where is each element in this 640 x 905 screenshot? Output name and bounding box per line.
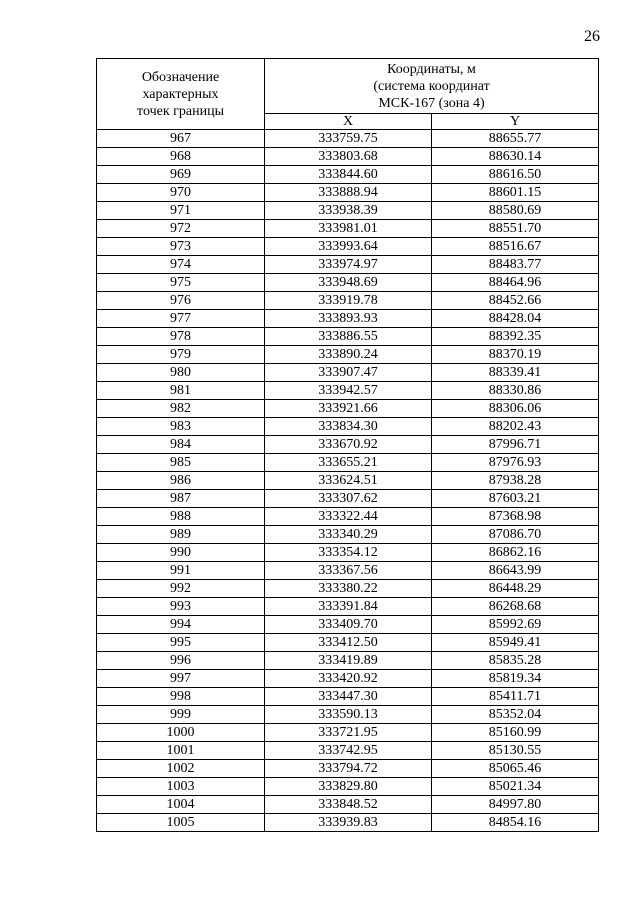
x-coordinate-cell: 333921.66 [265,400,432,418]
x-coordinate-cell: 333893.93 [265,310,432,328]
x-coordinate-cell: 333307.62 [265,490,432,508]
point-number-cell: 985 [97,454,265,472]
point-number-cell: 970 [97,184,265,202]
table-row [97,814,599,832]
y-coordinate-cell: 88516.67 [432,238,599,256]
x-coordinate-cell: 333844.60 [265,166,432,184]
point-number-cell: 974 [97,256,265,274]
y-coordinate-cell: 88392.35 [432,328,599,346]
point-number-cell: 986 [97,472,265,490]
x-coordinate-cell: 333938.39 [265,202,432,220]
table-row [97,364,599,382]
x-coordinate-cell: 333993.64 [265,238,432,256]
point-number-cell: 980 [97,364,265,382]
x-coordinate-cell: 333391.84 [265,598,432,616]
table-row [97,472,599,490]
y-coordinate-cell: 87603.21 [432,490,599,508]
table-row [97,238,599,256]
table-row [97,562,599,580]
x-coordinate-cell: 333886.55 [265,328,432,346]
header-col-y: Y [432,114,599,130]
table-row [97,544,599,562]
y-coordinate-cell: 88551.70 [432,220,599,238]
y-coordinate-cell: 88464.96 [432,274,599,292]
y-coordinate-cell: 86643.99 [432,562,599,580]
y-coordinate-cell: 88339.41 [432,364,599,382]
table-row [97,526,599,544]
x-coordinate-cell: 333890.24 [265,346,432,364]
point-number-cell: 1002 [97,760,265,778]
y-coordinate-cell: 88330.86 [432,382,599,400]
table-row [97,346,599,364]
point-number-cell: 977 [97,310,265,328]
table-row [97,418,599,436]
table-row [97,220,599,238]
y-coordinate-cell: 88452.66 [432,292,599,310]
y-coordinate-cell: 84997.80 [432,796,599,814]
table-row [97,688,599,706]
point-number-cell: 984 [97,436,265,454]
x-coordinate-cell: 333942.57 [265,382,432,400]
point-number-cell: 978 [97,328,265,346]
table-row [97,274,599,292]
x-coordinate-cell: 333848.52 [265,796,432,814]
x-coordinate-cell: 333322.44 [265,508,432,526]
point-number-cell: 989 [97,526,265,544]
table-row [97,598,599,616]
table-row [97,724,599,742]
y-coordinate-cell: 85835.28 [432,652,599,670]
point-number-cell: 988 [97,508,265,526]
point-number-cell: 975 [97,274,265,292]
x-coordinate-cell: 333354.12 [265,544,432,562]
point-number-cell: 973 [97,238,265,256]
point-number-cell: 991 [97,562,265,580]
table-row [97,400,599,418]
x-coordinate-cell: 333412.50 [265,634,432,652]
table-row [97,454,599,472]
table-row [97,580,599,598]
table-row [97,778,599,796]
table-row [97,508,599,526]
y-coordinate-cell: 87996.71 [432,436,599,454]
y-coordinate-cell: 88630.14 [432,148,599,166]
y-coordinate-cell: 87368.98 [432,508,599,526]
table-row [97,616,599,634]
y-coordinate-cell: 85411.71 [432,688,599,706]
point-number-cell: 982 [97,400,265,418]
point-number-cell: 1001 [97,742,265,760]
x-coordinate-cell: 333447.30 [265,688,432,706]
point-number-cell: 969 [97,166,265,184]
y-coordinate-cell: 85949.41 [432,634,599,652]
y-coordinate-cell: 85160.99 [432,724,599,742]
table-row [97,166,599,184]
x-coordinate-cell: 333340.29 [265,526,432,544]
x-coordinate-cell: 333907.47 [265,364,432,382]
y-coordinate-cell: 87976.93 [432,454,599,472]
y-coordinate-cell: 88580.69 [432,202,599,220]
x-coordinate-cell: 333655.21 [265,454,432,472]
y-coordinate-cell: 85130.55 [432,742,599,760]
x-coordinate-cell: 333888.94 [265,184,432,202]
table-row [97,184,599,202]
point-number-cell: 1004 [97,796,265,814]
header-coords-line: МСК-167 (зона 4) [378,95,485,111]
table-row [97,760,599,778]
x-coordinate-cell: 333380.22 [265,580,432,598]
y-coordinate-cell: 86268.68 [432,598,599,616]
header-coordinates [265,59,599,114]
x-coordinate-cell: 333759.75 [265,130,432,148]
header-point-label [97,59,265,130]
point-number-cell: 990 [97,544,265,562]
y-coordinate-cell: 88655.77 [432,130,599,148]
point-number-cell: 976 [97,292,265,310]
coordinates-table [96,58,599,832]
y-coordinate-cell: 85352.04 [432,706,599,724]
header-col-x: X [265,114,432,130]
y-coordinate-cell: 88202.43 [432,418,599,436]
y-coordinate-cell: 88483.77 [432,256,599,274]
point-number-cell: 992 [97,580,265,598]
x-coordinate-cell: 333981.01 [265,220,432,238]
point-number-cell: 994 [97,616,265,634]
point-number-cell: 968 [97,148,265,166]
table-row [97,328,599,346]
point-number-cell: 987 [97,490,265,508]
x-coordinate-cell: 333670.92 [265,436,432,454]
table-row [97,670,599,688]
x-coordinate-cell: 333590.13 [265,706,432,724]
x-coordinate-cell: 333834.30 [265,418,432,436]
table-body [97,130,599,832]
point-number-cell: 996 [97,652,265,670]
x-coordinate-cell: 333829.80 [265,778,432,796]
y-coordinate-cell: 85819.34 [432,670,599,688]
point-number-cell: 972 [97,220,265,238]
table-row [97,742,599,760]
x-coordinate-cell: 333803.68 [265,148,432,166]
point-number-cell: 995 [97,634,265,652]
y-coordinate-cell: 84854.16 [432,814,599,832]
point-number-cell: 1005 [97,814,265,832]
y-coordinate-cell: 85065.46 [432,760,599,778]
point-number-cell: 981 [97,382,265,400]
point-number-cell: 1000 [97,724,265,742]
point-number-cell: 999 [97,706,265,724]
y-coordinate-cell: 87938.28 [432,472,599,490]
x-coordinate-cell: 333974.97 [265,256,432,274]
table-row [97,256,599,274]
y-coordinate-cell: 88428.04 [432,310,599,328]
y-coordinate-cell: 85992.69 [432,616,599,634]
y-coordinate-cell: 87086.70 [432,526,599,544]
page-number: 26 [584,28,600,45]
x-coordinate-cell: 333419.89 [265,652,432,670]
table-header [97,59,599,130]
table-row [97,292,599,310]
x-coordinate-cell: 333939.83 [265,814,432,832]
y-coordinate-cell: 88601.15 [432,184,599,202]
point-number-cell: 971 [97,202,265,220]
table-row [97,130,599,148]
header-label-line: Обозначение [141,69,220,85]
table-row [97,310,599,328]
x-coordinate-cell: 333624.51 [265,472,432,490]
x-coordinate-cell: 333367.56 [265,562,432,580]
x-coordinate-cell: 333948.69 [265,274,432,292]
table-row [97,652,599,670]
y-coordinate-cell: 88306.06 [432,400,599,418]
x-coordinate-cell: 333721.95 [265,724,432,742]
x-coordinate-cell: 333742.95 [265,742,432,760]
y-coordinate-cell: 88616.50 [432,166,599,184]
point-number-cell: 983 [97,418,265,436]
x-coordinate-cell: 333794.72 [265,760,432,778]
table-row [97,202,599,220]
table-row [97,382,599,400]
y-coordinate-cell: 86448.29 [432,580,599,598]
y-coordinate-cell: 85021.34 [432,778,599,796]
point-number-cell: 998 [97,688,265,706]
y-coordinate-cell: 88370.19 [432,346,599,364]
point-number-cell: 993 [97,598,265,616]
point-number-cell: 1003 [97,778,265,796]
header-coords-line: (система координат [373,78,490,94]
x-coordinate-cell: 333919.78 [265,292,432,310]
point-number-cell: 967 [97,130,265,148]
table-row [97,490,599,508]
table-row [97,796,599,814]
header-label-line: точек границы [137,103,224,119]
point-number-cell: 997 [97,670,265,688]
table-row [97,706,599,724]
x-coordinate-cell: 333420.92 [265,670,432,688]
header-label-line: характерных [142,86,219,102]
table-row [97,436,599,454]
x-coordinate-cell: 333409.70 [265,616,432,634]
header-coords-line: Координаты, м [387,61,476,77]
table-row [97,148,599,166]
table-row [97,634,599,652]
point-number-cell: 979 [97,346,265,364]
y-coordinate-cell: 86862.16 [432,544,599,562]
